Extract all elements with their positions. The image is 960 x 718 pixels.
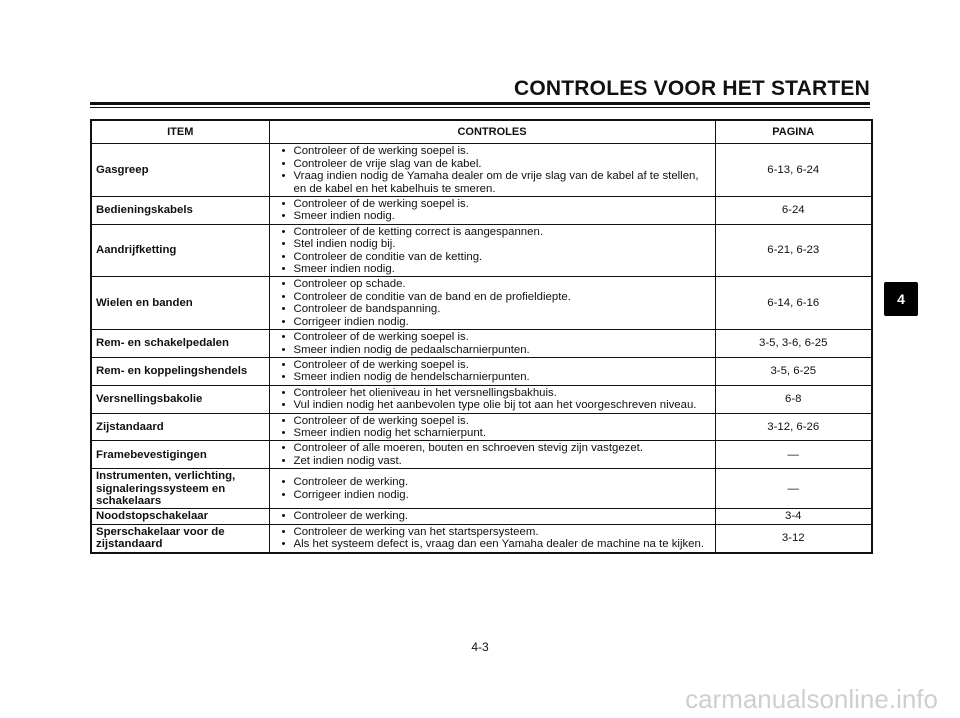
page-cell: 6-24: [715, 197, 872, 225]
control-step: • Stel indien nodig bij.: [282, 238, 711, 250]
control-step: • Als het systeem defect is, vraag dan een Yamaha dealer de machine na te kijken.: [282, 538, 711, 550]
control-step: • Controleer of de werking soepel is.: [282, 331, 711, 343]
control-step: • Smeer indien nodig de pedaalscharnierpunten.: [282, 344, 711, 356]
page-cell: 6-8: [715, 385, 872, 413]
table-row: [91, 144, 872, 197]
controls-cell: [269, 144, 715, 197]
control-step: • Vul indien nodig het aanbevolen type olie bij tot aan het voorgeschreven niveau.: [282, 399, 711, 411]
chapter-tab: 4: [884, 282, 918, 316]
control-step: • Vraag indien nodig de Yamaha dealer om de vrije slag van de kabel af te stellen, en de kabel en het kabelhuis te smeren.: [282, 170, 711, 195]
table-row: [91, 224, 872, 277]
watermark: carmanualsonline.info: [685, 684, 938, 714]
control-step: • Controleer de conditie van de ketting.: [282, 251, 711, 263]
page-cell: 3-5, 6-25: [715, 357, 872, 385]
control-step: • Controleer de conditie van de band en de profieldiepte.: [282, 291, 711, 303]
item-cell: Versnellingsbakolie: [91, 385, 269, 413]
item-cell: Gasgreep: [91, 144, 269, 197]
item-cell: Framebevestigingen: [91, 441, 269, 469]
page-cell: 6-14, 6-16: [715, 277, 872, 330]
item-cell: Aandrijfketting: [91, 224, 269, 277]
table-row: [91, 469, 872, 509]
page-title: CONTROLES VOOR HET STARTEN: [514, 77, 870, 100]
item-cell: Rem- en schakelpedalen: [91, 330, 269, 358]
table-row: [91, 441, 872, 469]
controls-cell: [269, 357, 715, 385]
control-step: • Corrigeer indien nodig.: [282, 489, 711, 501]
item-cell: Bedieningskabels: [91, 197, 269, 225]
control-step: • Controleer of de werking soepel is.: [282, 415, 711, 427]
page-cell: —: [715, 441, 872, 469]
control-step: • Zet indien nodig vast.: [282, 455, 711, 467]
item-cell: Zijstandaard: [91, 413, 269, 441]
controls-list: [282, 226, 711, 276]
controls-cell: [269, 330, 715, 358]
controls-cell: [269, 277, 715, 330]
table-row: [91, 524, 872, 552]
controls-list: [282, 526, 711, 551]
controls-list: [282, 145, 711, 195]
controls-list: [282, 476, 711, 501]
controls-cell: [269, 224, 715, 277]
controls-cell: [269, 469, 715, 509]
control-step: • Controleer de bandspanning.: [282, 303, 711, 315]
control-step: • Smeer indien nodig.: [282, 210, 711, 222]
controls-cell: [269, 524, 715, 552]
title-rule-thin: [90, 107, 870, 108]
controls-cell: [269, 509, 715, 524]
control-step: • Controleer of de werking soepel is.: [282, 198, 711, 210]
page-cell: 3-4: [715, 509, 872, 524]
pre-start-checks-table: [90, 119, 873, 554]
control-step: • Controleer het olieniveau in het versnellingsbakhuis.: [282, 387, 711, 399]
control-step: • Smeer indien nodig de hendelscharnierpunten.: [282, 371, 711, 383]
control-step: • Controleer de werking.: [282, 476, 711, 488]
page-number: 4-3: [471, 640, 489, 654]
page-cell: 6-21, 6-23: [715, 224, 872, 277]
page-cell: 3-5, 3-6, 6-25: [715, 330, 872, 358]
controls-cell: [269, 441, 715, 469]
item-cell: Noodstopschakelaar: [91, 509, 269, 524]
header-item: ITEM: [91, 120, 269, 144]
controls-list: [282, 442, 711, 467]
item-cell: Rem- en koppelingshendels: [91, 357, 269, 385]
page-cell: 6-13, 6-24: [715, 144, 872, 197]
controls-list: [282, 387, 711, 412]
item-cell: Sperschakelaar voor de zijstandaard: [91, 524, 269, 552]
controls-cell: [269, 413, 715, 441]
control-step: • Controleer de werking.: [282, 510, 711, 522]
control-step: • Corrigeer indien nodig.: [282, 316, 711, 328]
control-step: • Controleer de werking van het startspersysteem.: [282, 526, 711, 538]
controls-list: [282, 278, 711, 328]
control-step: • Smeer indien nodig.: [282, 263, 711, 275]
control-step: • Controleer of de ketting correct is aangespannen.: [282, 226, 711, 238]
control-step: • Controleer of de werking soepel is.: [282, 145, 711, 157]
controls-list: [282, 198, 711, 223]
table-row: [91, 330, 872, 358]
control-step: • Controleer of de werking soepel is.: [282, 359, 711, 371]
table-row: [91, 197, 872, 225]
table-row: [91, 385, 872, 413]
controls-list: [282, 415, 711, 440]
table-row: [91, 357, 872, 385]
controls-list: [282, 510, 711, 522]
control-step: • Controleer of alle moeren, bouten en schroeven stevig zijn vastgezet.: [282, 442, 711, 454]
table-row: [91, 413, 872, 441]
controls-cell: [269, 197, 715, 225]
header-controls: CONTROLES: [269, 120, 715, 144]
page-cell: 3-12, 6-26: [715, 413, 872, 441]
table-row: [91, 277, 872, 330]
controls-list: [282, 331, 711, 356]
controls-cell: [269, 385, 715, 413]
table-header-row: [91, 120, 872, 144]
table-row: [91, 509, 872, 524]
controls-list: [282, 359, 711, 384]
page-cell: —: [715, 469, 872, 509]
control-step: • Controleer op schade.: [282, 278, 711, 290]
header-page: PAGINA: [715, 120, 872, 144]
page-cell: 3-12: [715, 524, 872, 552]
item-cell: Instrumenten, verlichting, signaleringssysteem en schakelaars: [91, 469, 269, 509]
item-cell: Wielen en banden: [91, 277, 269, 330]
control-step: • Controleer de vrije slag van de kabel.: [282, 158, 711, 170]
control-step: • Smeer indien nodig het scharnierpunt.: [282, 427, 711, 439]
title-rule-thick: [90, 102, 870, 105]
